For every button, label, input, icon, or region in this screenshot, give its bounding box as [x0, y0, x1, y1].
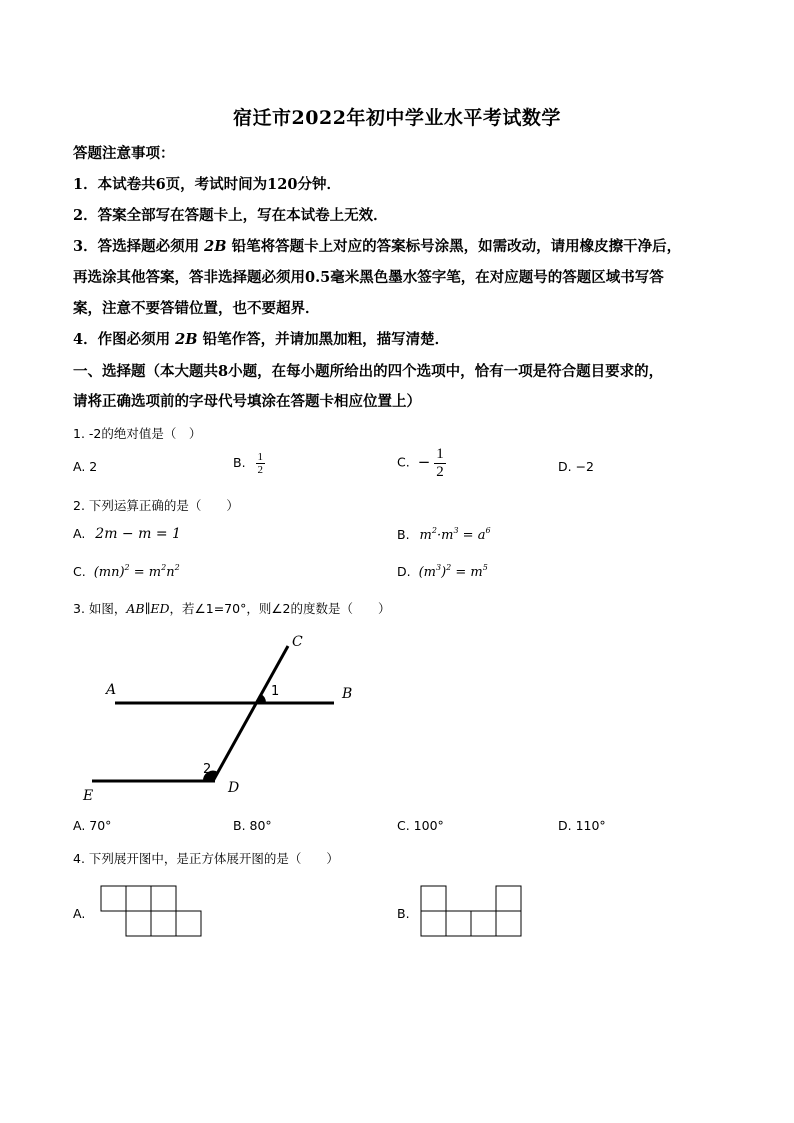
expr-part: = m [129, 565, 162, 580]
notice-item-3-line-1 [73, 235, 681, 256]
section-1-line-1: 一、选择题（本大题共8小题，在每小题所给出的四个选项中，恰有一项是符合题目要求的， [73, 363, 664, 380]
notice-item-3-pencil: 2B [204, 238, 227, 255]
exponent: 3 [453, 526, 459, 535]
q2-option-b [397, 526, 491, 543]
exponent: 2 [124, 563, 130, 572]
q4-stem: 4. 下列展开图中，是正方体展开图的是（ ） [73, 851, 339, 866]
expr-part: m [419, 528, 432, 543]
q2-stem: 2. 下列运算正确的是（ ） [73, 498, 239, 513]
q2-option-c-label: C. [73, 564, 86, 579]
q3-option-d: D. 110° [558, 818, 606, 833]
fraction-numerator: 1 [436, 446, 444, 462]
q4-option-a-label: A. [73, 906, 86, 921]
q3-option-c: C. 100° [397, 818, 444, 833]
section-1-line-2: 请将正确选项前的字母代号填涂在答题卡相应位置上） [73, 393, 421, 410]
fraction-denominator: 2 [257, 464, 264, 477]
line-cd [213, 646, 288, 781]
q2-option-b-label: B. [397, 527, 410, 542]
q1-option-c-label: C. [397, 454, 410, 470]
exponent: 2 [161, 563, 167, 572]
q2-option-d-label: D. [397, 564, 411, 579]
q3-option-b: B. 80° [233, 818, 272, 833]
notice-item-4-part-c: 铅笔作答，并请加黑加粗，描写清楚． [202, 331, 450, 348]
exponent: 2 [174, 563, 180, 572]
q2-option-a [73, 526, 181, 542]
label-d: D [228, 780, 240, 796]
expr-part: ) [441, 565, 447, 580]
q1-option-b-label: B. [233, 455, 246, 471]
notice-item-3-part-a: 3．答选择题必须用 [73, 238, 200, 255]
q2-option-c-expr [94, 565, 180, 580]
exponent: 3 [436, 563, 442, 572]
expr-part: ·m [436, 528, 454, 543]
fraction-numerator: 1 [257, 451, 264, 463]
exponent: 2 [431, 526, 437, 535]
q4-option-a-net [99, 885, 203, 937]
expr-part: (m [418, 565, 436, 580]
q1-option-d: D. −2 [558, 459, 594, 474]
notice-item-3-line-2: 再选涂其他答案，答非选择题必须用0.5毫米黑色墨水签字笔，在对应题号的答题区域书写答 [73, 269, 664, 286]
notice-item-1: 1．本试卷共6页，考试时间为120分钟． [73, 176, 341, 193]
notice-item-2: 2．答案全部写在答题卡上，写在本试卷上无效． [73, 207, 388, 224]
q3-stem-part-b: ，若∠1=70°，则∠2的度数是（ ） [169, 601, 391, 616]
q3-stem-part-a: 3. 如图， [73, 601, 127, 616]
exam-title: 宿迁市2022年初中学业水平考试数学 [233, 107, 561, 129]
notice-item-3-line-3: 案，注意不要答错位置，也不要超界． [73, 300, 320, 317]
label-angle-1: 1 [271, 684, 280, 699]
exponent: 2 [446, 563, 452, 572]
expr-part: n [166, 565, 175, 580]
q1-option-c [397, 446, 446, 480]
label-b: B [342, 686, 353, 702]
q2-option-a-label: A. [73, 526, 86, 541]
q2-option-a-expr: 2m − m = 1 [95, 526, 181, 542]
q1-option-b-fraction [256, 451, 266, 476]
q2-option-d [397, 563, 488, 580]
q1-option-c-sign: − [417, 452, 431, 471]
label-angle-2: 2 [203, 762, 212, 777]
q4-option-b-net [419, 885, 523, 937]
q1-option-c-fraction [434, 446, 446, 480]
q3-figure [70, 628, 370, 808]
notice-item-4-part-a: 4．作图必须用 [73, 331, 171, 348]
notice-item-4-pencil: 2B [175, 331, 198, 348]
q1-option-a: A. 2 [73, 459, 98, 474]
expr-part: = a [458, 528, 486, 543]
q2-option-b-expr [420, 528, 491, 543]
q1-stem: 1. -2的绝对值是（ ） [73, 426, 202, 441]
expr-part: = m [451, 565, 483, 580]
q4-option-b-label: B. [397, 906, 410, 921]
expr-part: (mn) [93, 565, 125, 580]
notice-item-3-part-c: 铅笔将答题卡上对应的答案标号涂黑，如需改动，请用橡皮擦干净后， [231, 238, 682, 255]
q3-stem-math: AB∥ED [126, 601, 170, 616]
exponent: 5 [482, 563, 488, 572]
label-e: E [83, 788, 94, 804]
fraction-denominator: 2 [436, 463, 444, 480]
notice-heading: 答题注意事项： [73, 145, 175, 162]
exponent: 6 [485, 526, 491, 535]
q1-option-b [233, 451, 265, 476]
q2-option-d-expr [419, 565, 488, 580]
q2-option-c [73, 563, 180, 580]
label-c: C [292, 634, 303, 650]
label-a: A [106, 682, 117, 698]
q3-option-a: A. 70° [73, 818, 112, 833]
q3-stem [73, 599, 391, 617]
notice-item-4 [73, 328, 449, 349]
